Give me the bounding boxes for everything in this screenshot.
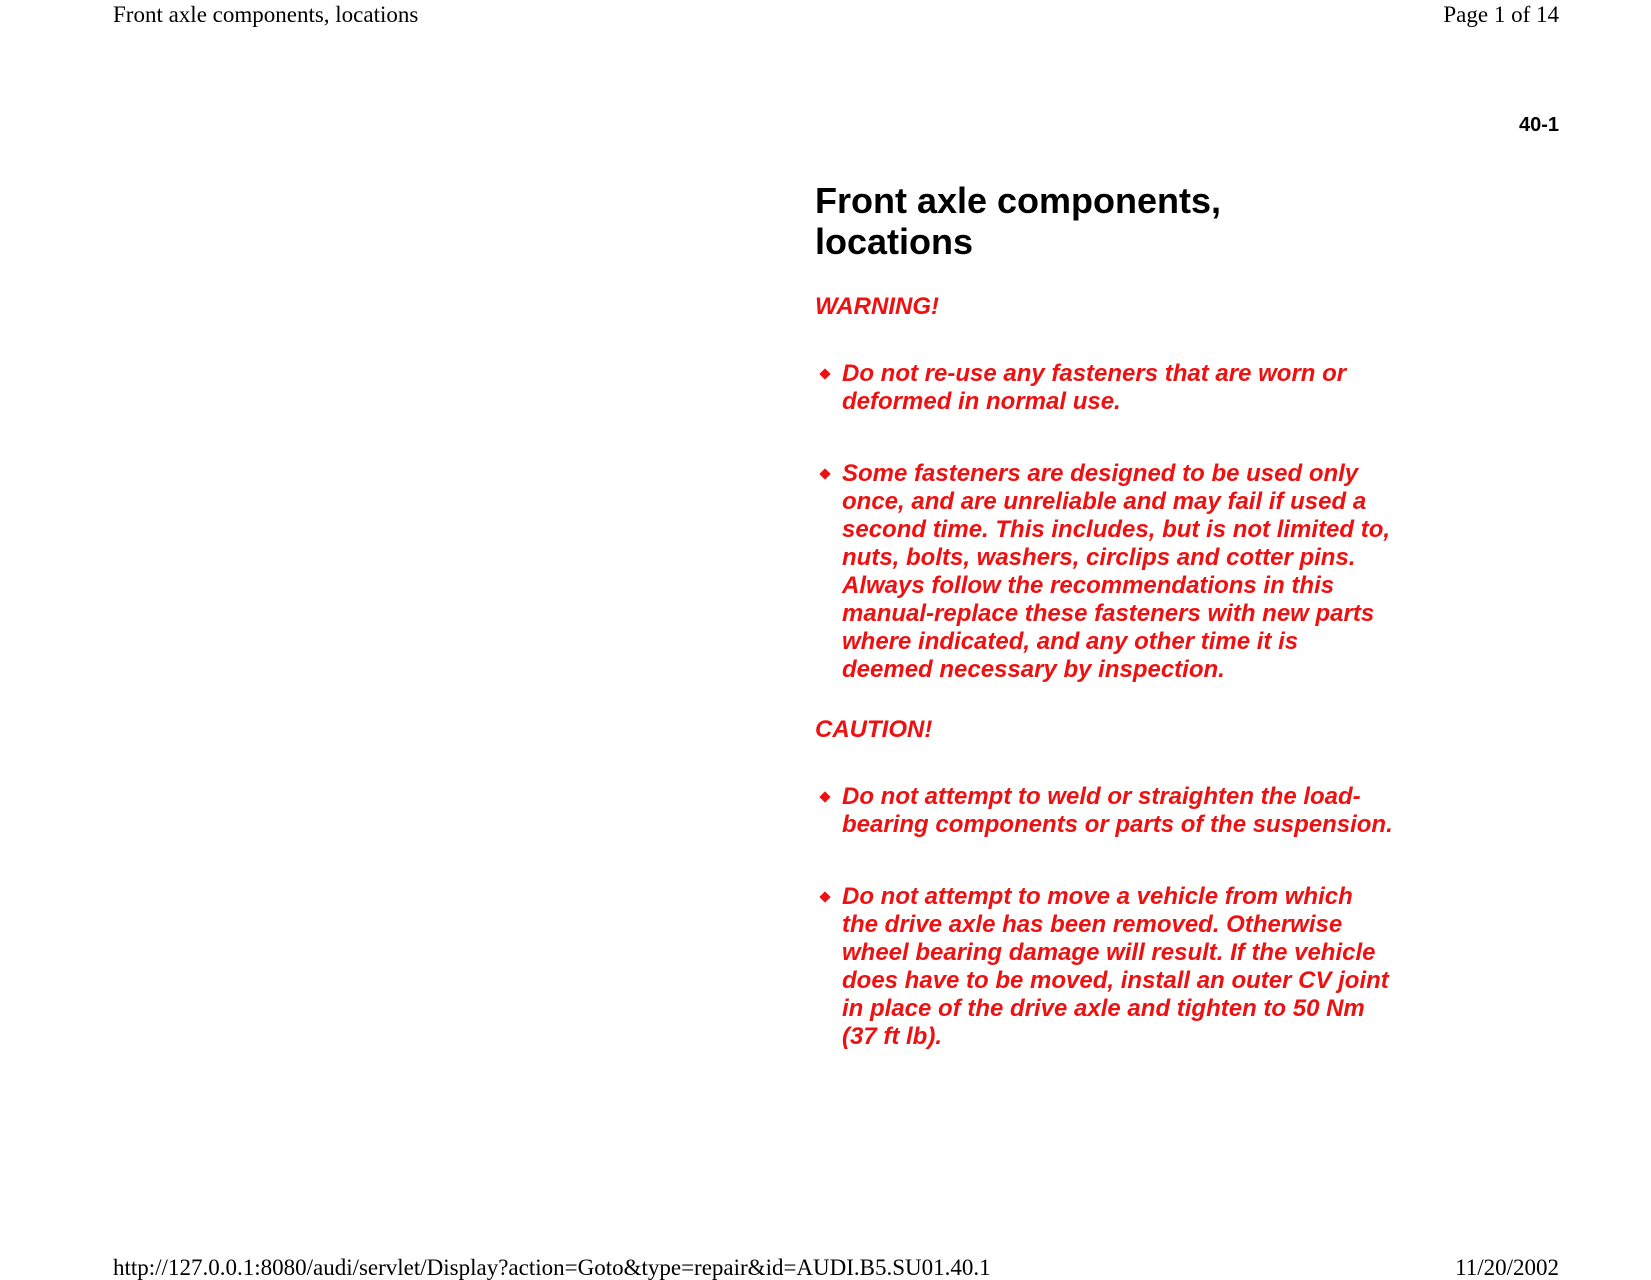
caution-item (815, 783, 1395, 839)
warning-heading: WARNING! (815, 293, 939, 320)
page-title (815, 180, 1395, 262)
header-page-indicator: Page 1 of 14 (1443, 2, 1559, 27)
diamond-bullet-icon (819, 468, 830, 479)
diamond-bullet-icon (819, 791, 830, 802)
warning-list (815, 360, 1395, 684)
main-content (815, 180, 1395, 1051)
header-document-title: Front axle components, locations (113, 2, 419, 27)
print-header (113, 3, 1559, 26)
warning-item (815, 460, 1395, 684)
section-number: 40-1 (1518, 114, 1559, 136)
page-title-line-2: locations (815, 221, 974, 262)
caution-list (815, 783, 1395, 1051)
warning-item-text: Do not re-use any fasteners that are worn or deformed in normal use. (842, 360, 1347, 415)
caution-item-text: Do not attempt to weld or straighten the load-bearing components or parts of the suspension. (842, 783, 1393, 838)
warning-item (815, 360, 1395, 416)
footer-url: http://127.0.0.1:8080/audi/servlet/Display?action=Goto&type=repair&id=AUDI.B5.SU01.40.1 (113, 1255, 991, 1280)
footer-date: 11/20/2002 (1455, 1255, 1559, 1280)
page-title-line-1: Front axle components, (815, 180, 1222, 221)
caution-item-text: Do not attempt to move a vehicle from which the drive axle has been removed. Otherwise wheel bearing damage will result. If the vehicle does have to be moved, install an outer CV joint in place of the drive axle and tighten to 50 Nm (37 ft lb). (842, 883, 1389, 1050)
caution-item (815, 883, 1395, 1051)
warning-item-text: Some fasteners are designed to be used only once, and are unreliable and may fail if used a second time. This includes, but is not limited to, nuts, bolts, washers, circlips and cotter pins. Always follow the recommendations in this manual-replace these fasteners with new parts where indicated, and any other time it is deemed necessary by inspection. (842, 460, 1391, 683)
diamond-bullet-icon (819, 891, 830, 902)
diamond-bullet-icon (819, 368, 830, 379)
print-footer (113, 1256, 1559, 1279)
caution-heading: CAUTION! (815, 716, 933, 743)
